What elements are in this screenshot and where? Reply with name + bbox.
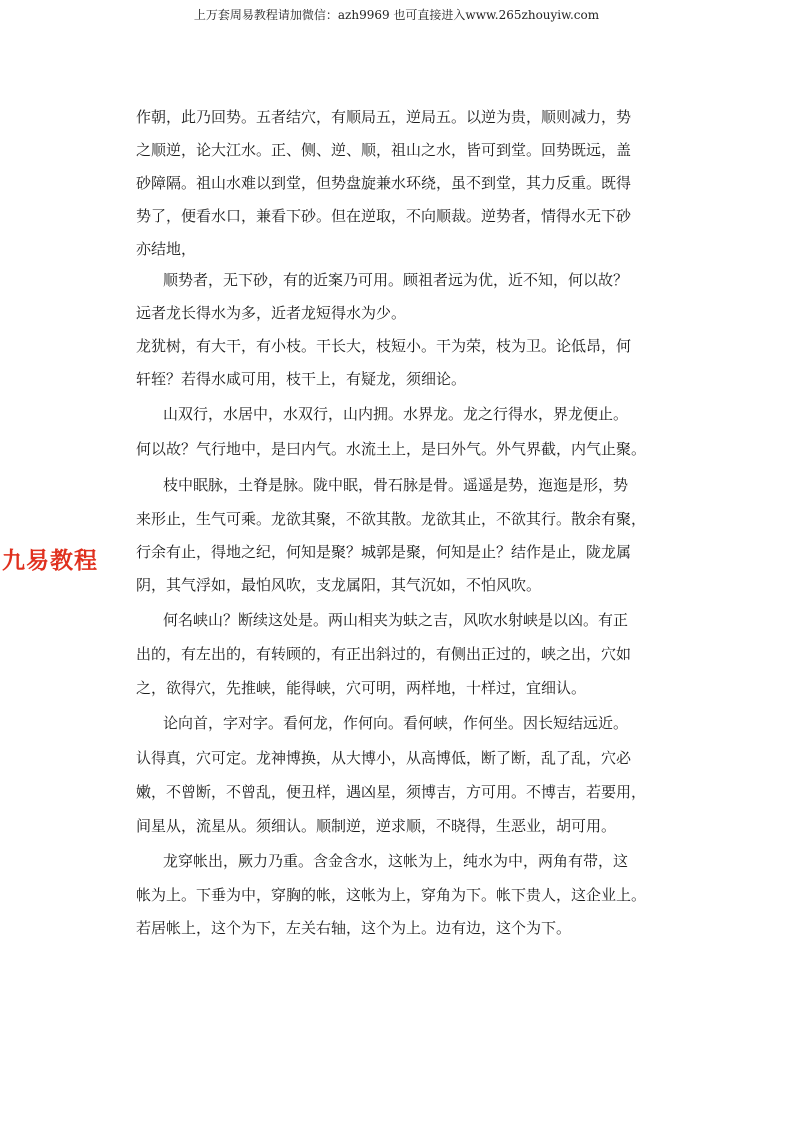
text-line: 势了，便看水口，兼看下砂。但在逆取，不向顺裁。逆势者，情得水无下砂	[136, 207, 632, 225]
text-line: 阴，其气浮如，最怕风吹，支龙属阳，其气沉如，不怕风吹。	[136, 576, 542, 594]
text-line: 论向首，字对字。看何龙，作何向。看何峡，作何坐。因长短结远近。	[163, 714, 629, 732]
text-line: 轩轾？若得水咸可用，枝干上，有疑龙，须细论。	[136, 370, 467, 388]
text-line: 之顺逆，论大江水。正、侧、逆、顺，祖山之水，皆可到堂。回势既远，盖	[136, 141, 632, 159]
text-line: 出的，有左出的，有转顾的，有正出斜过的，有侧出正过的，峡之出，穴如	[136, 645, 632, 663]
text-line: 龙犹树，有大干，有小枝。干长大，枝短小。干为荣，枝为卫。论低昂，何	[136, 337, 632, 355]
text-line: 来形止，生气可乘。龙欲其聚，不欲其散。龙欲其止，不欲其行。散余有聚，	[136, 510, 647, 528]
text-line: 认得真，穴可定。龙神博换，从大博小，从高博低，断了断，乱了乱，穴必	[136, 749, 632, 767]
text-line: 何名峡山？断续这处是。两山相夹为蚨之吉，风吹水射峡是以凶。有正	[163, 611, 629, 629]
watermark-logo: 九易教程	[2, 548, 98, 574]
text-line: 顺势者，无下砂，有的近案乃可用。顾祖者远为优，近不知，何以故？	[163, 271, 629, 289]
text-line: 何以故？气行地中，是曰内气。水流土上，是曰外气。外气界截，内气止聚。	[136, 440, 647, 458]
text-line: 远者龙长得水为多，近者龙短得水为少。	[136, 304, 407, 322]
page-header: 上万套周易教程请加微信：azh9969 也可直接进入www.265zhouyiw.com	[193, 8, 600, 22]
text-line: 山双行，水居中，水双行，山内拥。水界龙。龙之行得水，界龙便止。	[163, 405, 629, 423]
text-line: 之，欲得穴，先推峡，能得峡，穴可明，两样地，十样过，宜细认。	[136, 679, 587, 697]
text-line: 嫩，不曾断，不曾乱，便丑样，遇凶星，须博吉，方可用。不博吉，若要用，	[136, 783, 647, 801]
text-line: 若居帐上，这个为下，左关右轴，这个为上。边有边，这个为下。	[136, 919, 572, 937]
text-line: 帐为上。下垂为中，穿胸的帐，这帐为上，穿角为下。帐下贵人，这企业上。	[136, 886, 647, 904]
text-line: 枝中眠脉，土脊是脉。陇中眠，骨石脉是骨。遥遥是势，迤迤是形，势	[163, 476, 629, 494]
text-line: 龙穿帐出，厥力乃重。含金含水，这帐为上，纯水为中，两角有带，这	[163, 852, 629, 870]
text-line: 作朝，此乃回势。五者结穴，有顺局五，逆局五。以逆为贵，顺则减力，势	[136, 108, 632, 126]
text-line: 行余有止，得地之纪，何知是聚？城郭是聚，何知是止？结作是止，陇龙属	[136, 543, 632, 561]
text-line: 亦结地，	[136, 240, 197, 258]
text-line: 间星从，流星从。须细认。顺制逆，逆求顺，不晓得，生恶业，胡可用。	[136, 817, 617, 835]
text-line: 砂障隔。祖山水难以到堂，但势盘旋兼水环绕，虽不到堂，其力反重。既得	[136, 174, 632, 192]
